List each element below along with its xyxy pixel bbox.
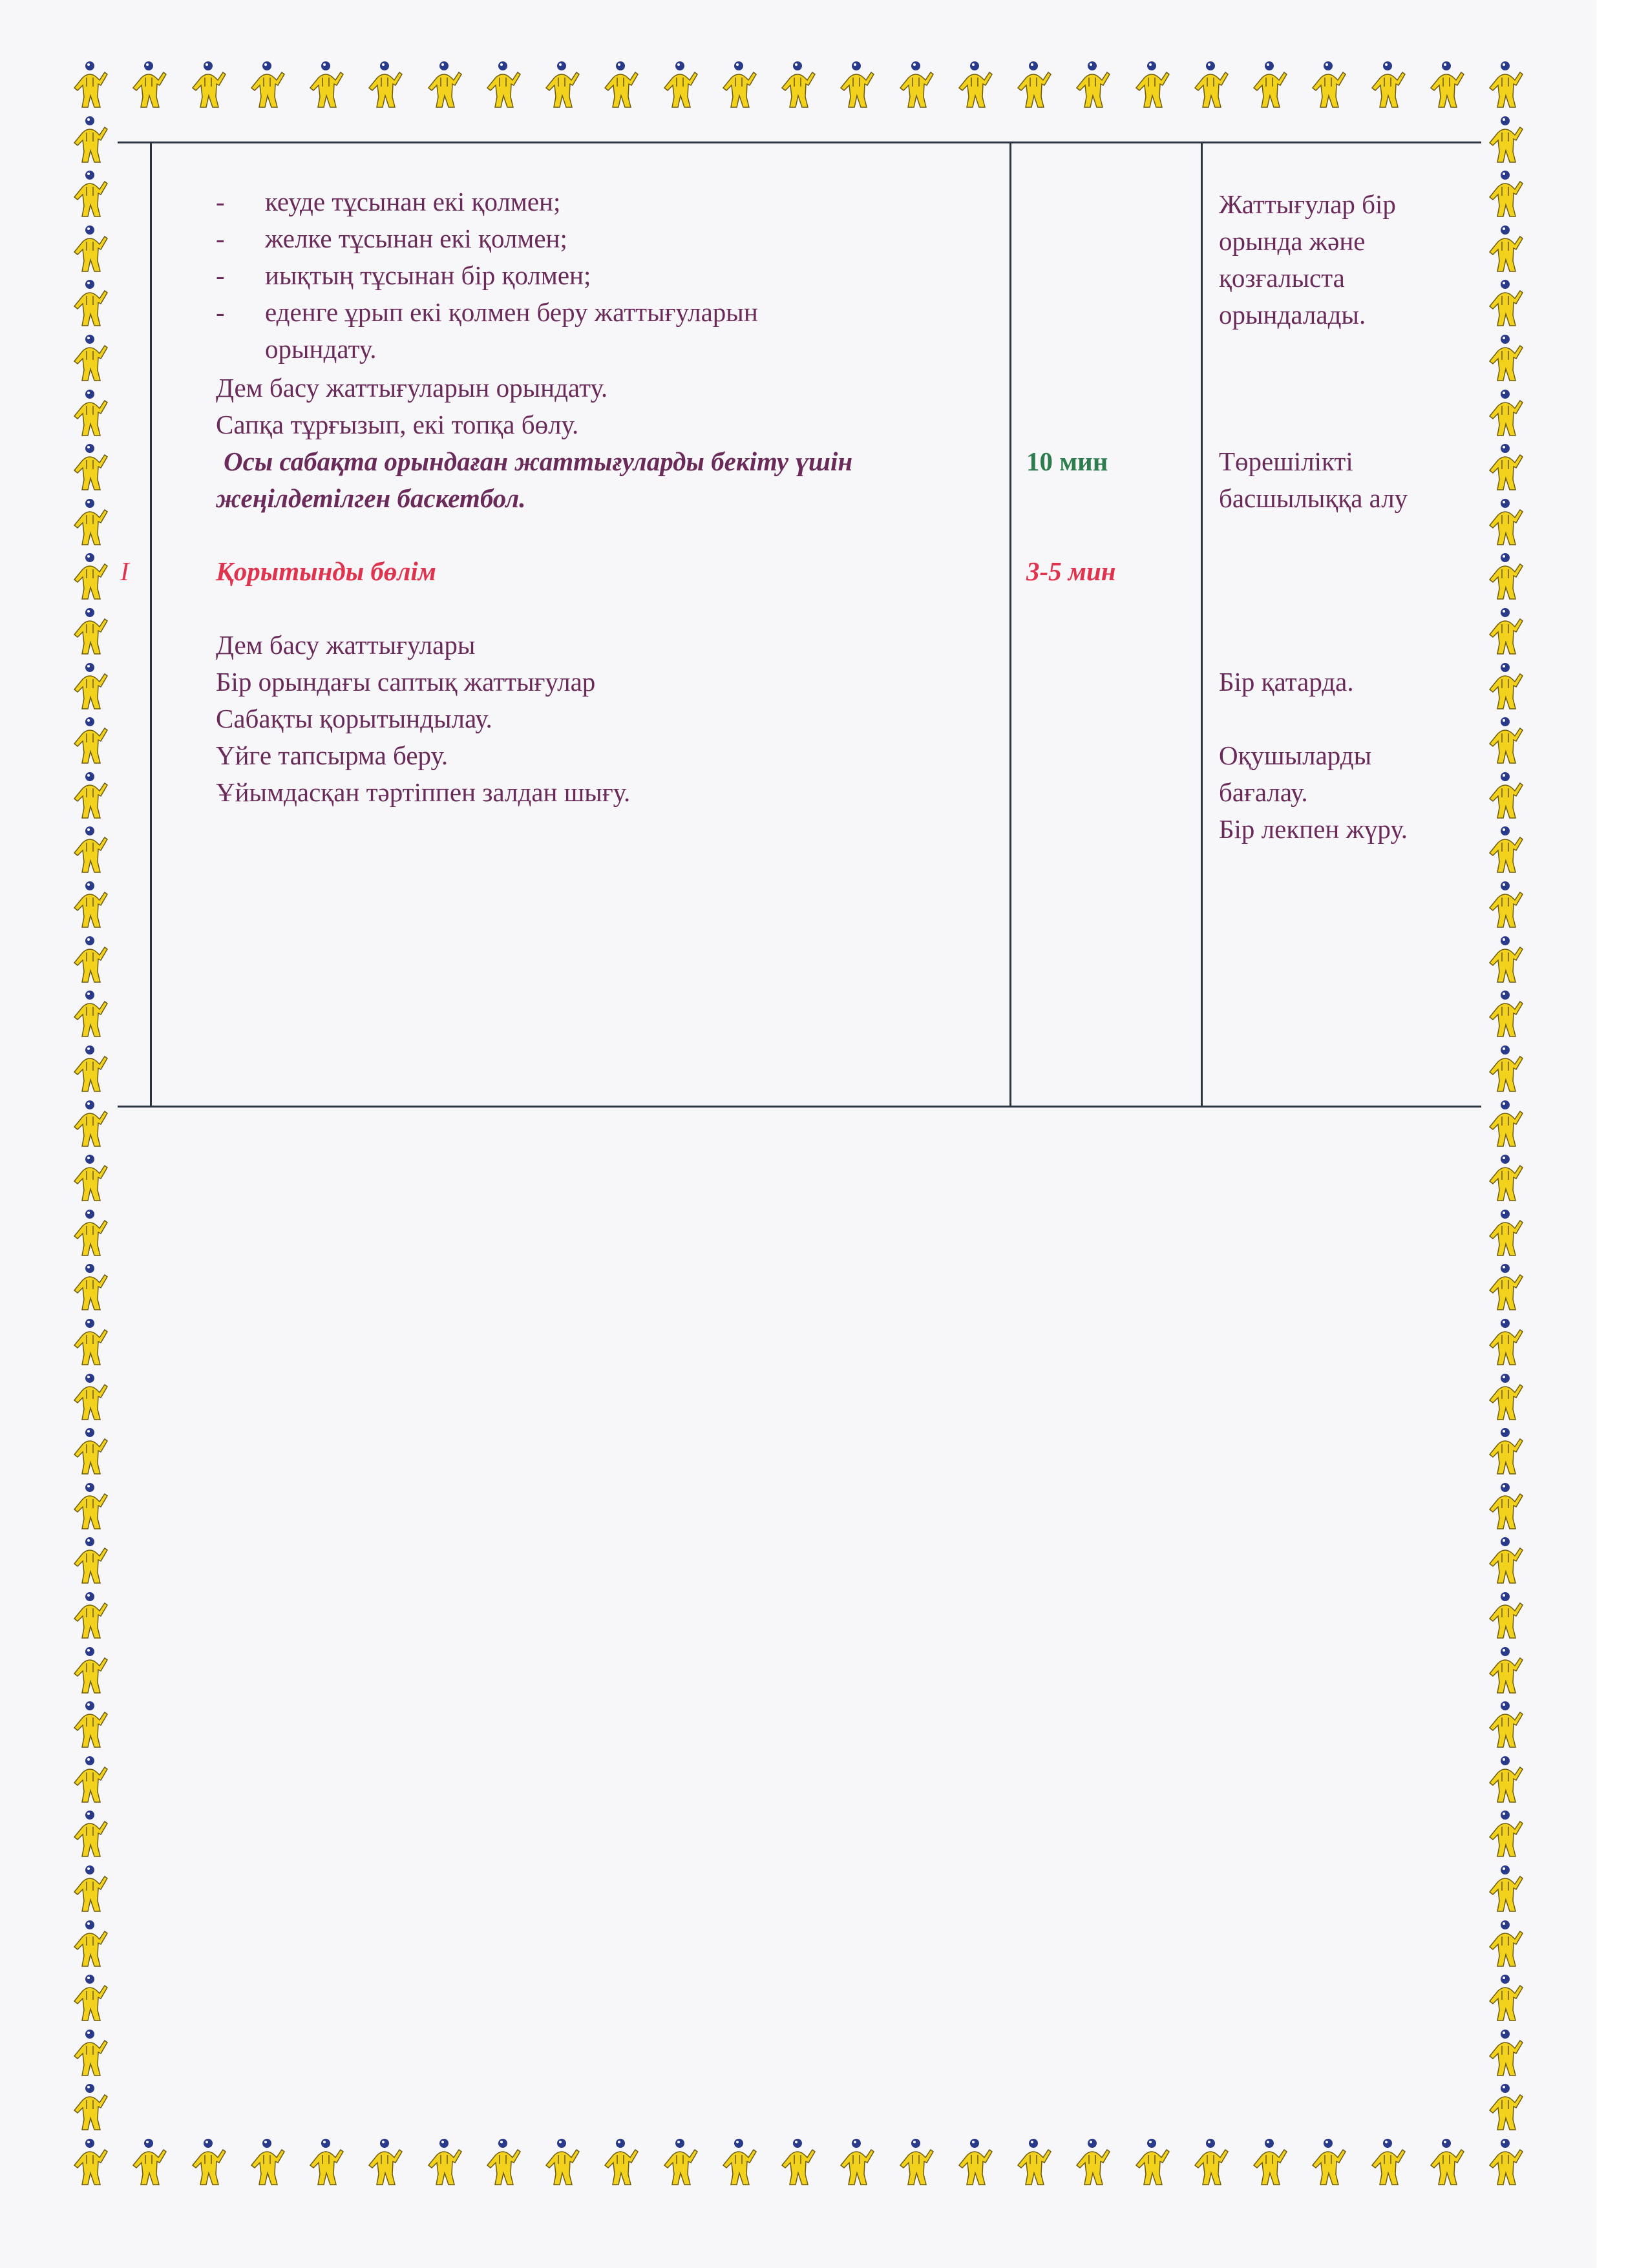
cartoon-figure-icon — [71, 1971, 109, 2023]
cartoon-figure-icon — [1486, 1917, 1524, 1969]
final-item: Үйге тапсырма беру. — [216, 740, 449, 770]
table-col-divider-2 — [1009, 142, 1011, 1108]
cartoon-figure-icon — [779, 58, 816, 110]
cartoon-figure-icon — [71, 1534, 109, 1586]
cartoon-figure-icon — [1486, 1971, 1524, 2023]
cartoon-figure-icon — [1486, 1807, 1524, 1859]
cartoon-figure-icon — [1486, 878, 1524, 930]
scan-edge — [1596, 0, 1648, 2268]
note-line: басшылыққа алу — [1219, 483, 1408, 513]
cartoon-figure-icon — [1309, 58, 1347, 110]
cartoon-figure-icon — [1251, 2136, 1288, 2187]
cartoon-figure-icon — [602, 2136, 639, 2187]
cartoon-figure-icon — [1486, 331, 1524, 383]
cartoon-figure-icon — [1486, 660, 1524, 711]
cartoon-figure-icon — [1486, 2026, 1524, 2078]
cartoon-figure-icon — [71, 1042, 109, 1094]
cartoon-figure-icon — [71, 987, 109, 1039]
split-groups-text: Сапқа тұрғызып, екі топқа бөлу. — [216, 410, 579, 439]
cartoon-figure-icon — [248, 2136, 286, 2187]
cartoon-figure-icon — [1486, 222, 1524, 274]
cartoon-figure-icon — [71, 113, 109, 165]
cartoon-figure-icon — [71, 1589, 109, 1641]
cartoon-figure-icon — [425, 2136, 463, 2187]
note-line: Жаттығулар бір — [1219, 189, 1396, 219]
cartoon-figure-icon — [1486, 58, 1524, 110]
cartoon-figure-icon — [484, 58, 522, 110]
cartoon-figure-icon — [1428, 2136, 1465, 2187]
cartoon-figure-icon — [71, 660, 109, 711]
cartoon-figure-icon — [71, 933, 109, 985]
cartoon-figure-icon — [1486, 2081, 1524, 2132]
cartoon-figure-icon — [189, 58, 227, 110]
cartoon-figure-icon — [1486, 1644, 1524, 1696]
table-bottom-line — [118, 1106, 1481, 1108]
cartoon-figure-icon — [1486, 1151, 1524, 1203]
cartoon-figure-icon — [956, 58, 993, 110]
cartoon-figure-icon — [838, 2136, 875, 2187]
cartoon-figure-icon — [71, 1753, 109, 1805]
cartoon-figure-icon — [1486, 441, 1524, 492]
stage-marker: I — [120, 556, 129, 586]
cartoon-figure-icon — [661, 2136, 699, 2187]
cartoon-figure-icon — [838, 58, 875, 110]
cartoon-figure-icon — [71, 2081, 109, 2132]
cartoon-figure-icon — [1486, 1042, 1524, 1094]
cartoon-figure-icon — [1486, 1862, 1524, 1914]
cartoon-figure-icon — [1486, 1316, 1524, 1367]
final-item: Бір орындағы саптық жаттығулар — [216, 667, 596, 697]
cartoon-figure-icon — [1486, 1261, 1524, 1312]
cartoon-figure-icon — [71, 605, 109, 656]
cartoon-figure-icon — [1486, 933, 1524, 985]
note-line: Бір қатарда. — [1219, 667, 1354, 697]
bullet-item: - еденге ұрып екі қолмен беру жаттығуларын — [216, 297, 758, 327]
cartoon-figure-icon — [71, 441, 109, 492]
cartoon-figure-icon — [1486, 2136, 1524, 2187]
final-time: 3-5 мин — [1026, 556, 1116, 586]
cartoon-figure-icon — [366, 58, 403, 110]
table-col-divider-1 — [150, 142, 152, 1108]
cartoon-figure-icon — [71, 878, 109, 930]
cartoon-figure-icon — [1486, 550, 1524, 602]
cartoon-figure-icon — [71, 1097, 109, 1149]
cartoon-figure-icon — [956, 2136, 993, 2187]
cartoon-figure-icon — [1486, 1753, 1524, 1805]
cartoon-figure-icon — [1486, 386, 1524, 438]
cartoon-figure-icon — [248, 58, 286, 110]
cartoon-figure-icon — [71, 823, 109, 875]
cartoon-figure-icon — [189, 2136, 227, 2187]
cartoon-figure-icon — [1309, 2136, 1347, 2187]
cartoon-figure-icon — [1133, 2136, 1170, 2187]
bullet-item: - кеуде тұсынан екі қолмен; — [216, 187, 561, 216]
cartoon-figure-icon — [1369, 58, 1406, 110]
cartoon-figure-icon — [71, 1151, 109, 1203]
cartoon-figure-icon — [71, 1862, 109, 1914]
cartoon-figure-icon — [1486, 987, 1524, 1039]
basketball-text-line1: Осы сабақта орындаған жаттығуларды бекіту үшін — [224, 446, 853, 476]
cartoon-figure-icon — [71, 1316, 109, 1367]
table-col-divider-3 — [1201, 142, 1203, 1108]
cartoon-figure-icon — [1192, 58, 1229, 110]
cartoon-figure-icon — [71, 1480, 109, 1531]
basketball-text-line2: жеңілдетілген баскетбол. — [216, 483, 526, 513]
cartoon-figure-icon — [1486, 714, 1524, 766]
cartoon-figure-icon — [71, 2026, 109, 2078]
cartoon-figure-icon — [897, 58, 935, 110]
cartoon-figure-icon — [1486, 496, 1524, 547]
cartoon-figure-icon — [71, 1917, 109, 1969]
note-line: Оқушыларды — [1219, 740, 1372, 770]
cartoon-figure-icon — [1486, 1534, 1524, 1586]
bullet-item: - желке тұсынан екі қолмен; — [216, 224, 567, 253]
cartoon-figure-icon — [71, 496, 109, 547]
final-item: Сабақты қорытындылау. — [216, 704, 492, 733]
cartoon-figure-icon — [1486, 1480, 1524, 1531]
cartoon-figure-icon — [71, 1206, 109, 1258]
breathing-exercise-text: Дем басу жаттығуларын орындату. — [216, 373, 608, 403]
cartoon-figure-icon — [1428, 58, 1465, 110]
cartoon-figure-icon — [1073, 2136, 1111, 2187]
cartoon-figure-icon — [71, 1261, 109, 1312]
cartoon-figure-icon — [1192, 2136, 1229, 2187]
cartoon-figure-icon — [307, 2136, 344, 2187]
cartoon-figure-icon — [71, 2136, 109, 2187]
cartoon-figure-icon — [425, 58, 463, 110]
cartoon-figure-icon — [720, 2136, 757, 2187]
cartoon-figure-icon — [1486, 1097, 1524, 1149]
cartoon-figure-icon — [71, 386, 109, 438]
final-item: Ұйымдасқан тәртіппен залдан шығу. — [216, 777, 631, 807]
cartoon-figure-icon — [71, 550, 109, 602]
bullet-item: - иықтың тұсынан бір қолмен; — [216, 260, 591, 290]
cartoon-figure-icon — [1015, 2136, 1052, 2187]
cartoon-figure-icon — [71, 58, 109, 110]
cartoon-figure-icon — [71, 714, 109, 766]
cartoon-figure-icon — [1015, 58, 1052, 110]
cartoon-figure-icon — [130, 2136, 167, 2187]
cartoon-figure-icon — [897, 2136, 935, 2187]
cartoon-figure-icon — [1486, 167, 1524, 219]
cartoon-figure-icon — [71, 1425, 109, 1476]
cartoon-figure-icon — [1486, 277, 1524, 328]
final-item: Дем басу жаттығулары — [216, 630, 476, 660]
cartoon-figure-icon — [130, 58, 167, 110]
note-line: орындалады. — [1219, 300, 1366, 330]
cartoon-figure-icon — [1486, 113, 1524, 165]
cartoon-figure-icon — [71, 331, 109, 383]
cartoon-figure-icon — [1133, 58, 1170, 110]
cartoon-figure-icon — [543, 58, 580, 110]
cartoon-figure-icon — [1486, 605, 1524, 656]
cartoon-figure-icon — [307, 58, 344, 110]
note-line: орында және — [1219, 226, 1366, 256]
cartoon-figure-icon — [602, 58, 639, 110]
cartoon-figure-icon — [661, 58, 699, 110]
cartoon-figure-icon — [1486, 1425, 1524, 1476]
cartoon-figure-icon — [543, 2136, 580, 2187]
cartoon-figure-icon — [1486, 1370, 1524, 1422]
note-line: қозғалыста — [1219, 263, 1345, 293]
final-section-heading: Қорытынды бөлім — [216, 556, 436, 586]
cartoon-figure-icon — [71, 1698, 109, 1750]
cartoon-figure-icon — [1486, 1698, 1524, 1750]
cartoon-figure-icon — [71, 769, 109, 821]
exercise-bullet-list — [216, 184, 758, 368]
cartoon-figure-icon — [71, 1807, 109, 1859]
cartoon-figure-icon — [71, 1370, 109, 1422]
cartoon-figure-icon — [484, 2136, 522, 2187]
cartoon-figure-icon — [1251, 58, 1288, 110]
cartoon-figure-icon — [71, 167, 109, 219]
table-top-line — [118, 142, 1481, 143]
cartoon-figure-icon — [720, 58, 757, 110]
cartoon-figure-icon — [779, 2136, 816, 2187]
cartoon-figure-icon — [1486, 1589, 1524, 1641]
cartoon-figure-icon — [1486, 769, 1524, 821]
cartoon-figure-icon — [1073, 58, 1111, 110]
bullet-item-continuation: орындату. — [265, 334, 377, 364]
cartoon-figure-icon — [1486, 823, 1524, 875]
cartoon-figure-icon — [71, 222, 109, 274]
cartoon-figure-icon — [1486, 1206, 1524, 1258]
note-line: бағалау. — [1219, 777, 1308, 807]
cartoon-figure-icon — [71, 277, 109, 328]
game-time: 10 мин — [1026, 446, 1108, 476]
cartoon-figure-icon — [71, 1644, 109, 1696]
note-line: Бір лекпен жүру. — [1219, 814, 1408, 844]
cartoon-figure-icon — [366, 2136, 403, 2187]
note-line: Төрешілікті — [1219, 446, 1353, 476]
cartoon-figure-icon — [1369, 2136, 1406, 2187]
